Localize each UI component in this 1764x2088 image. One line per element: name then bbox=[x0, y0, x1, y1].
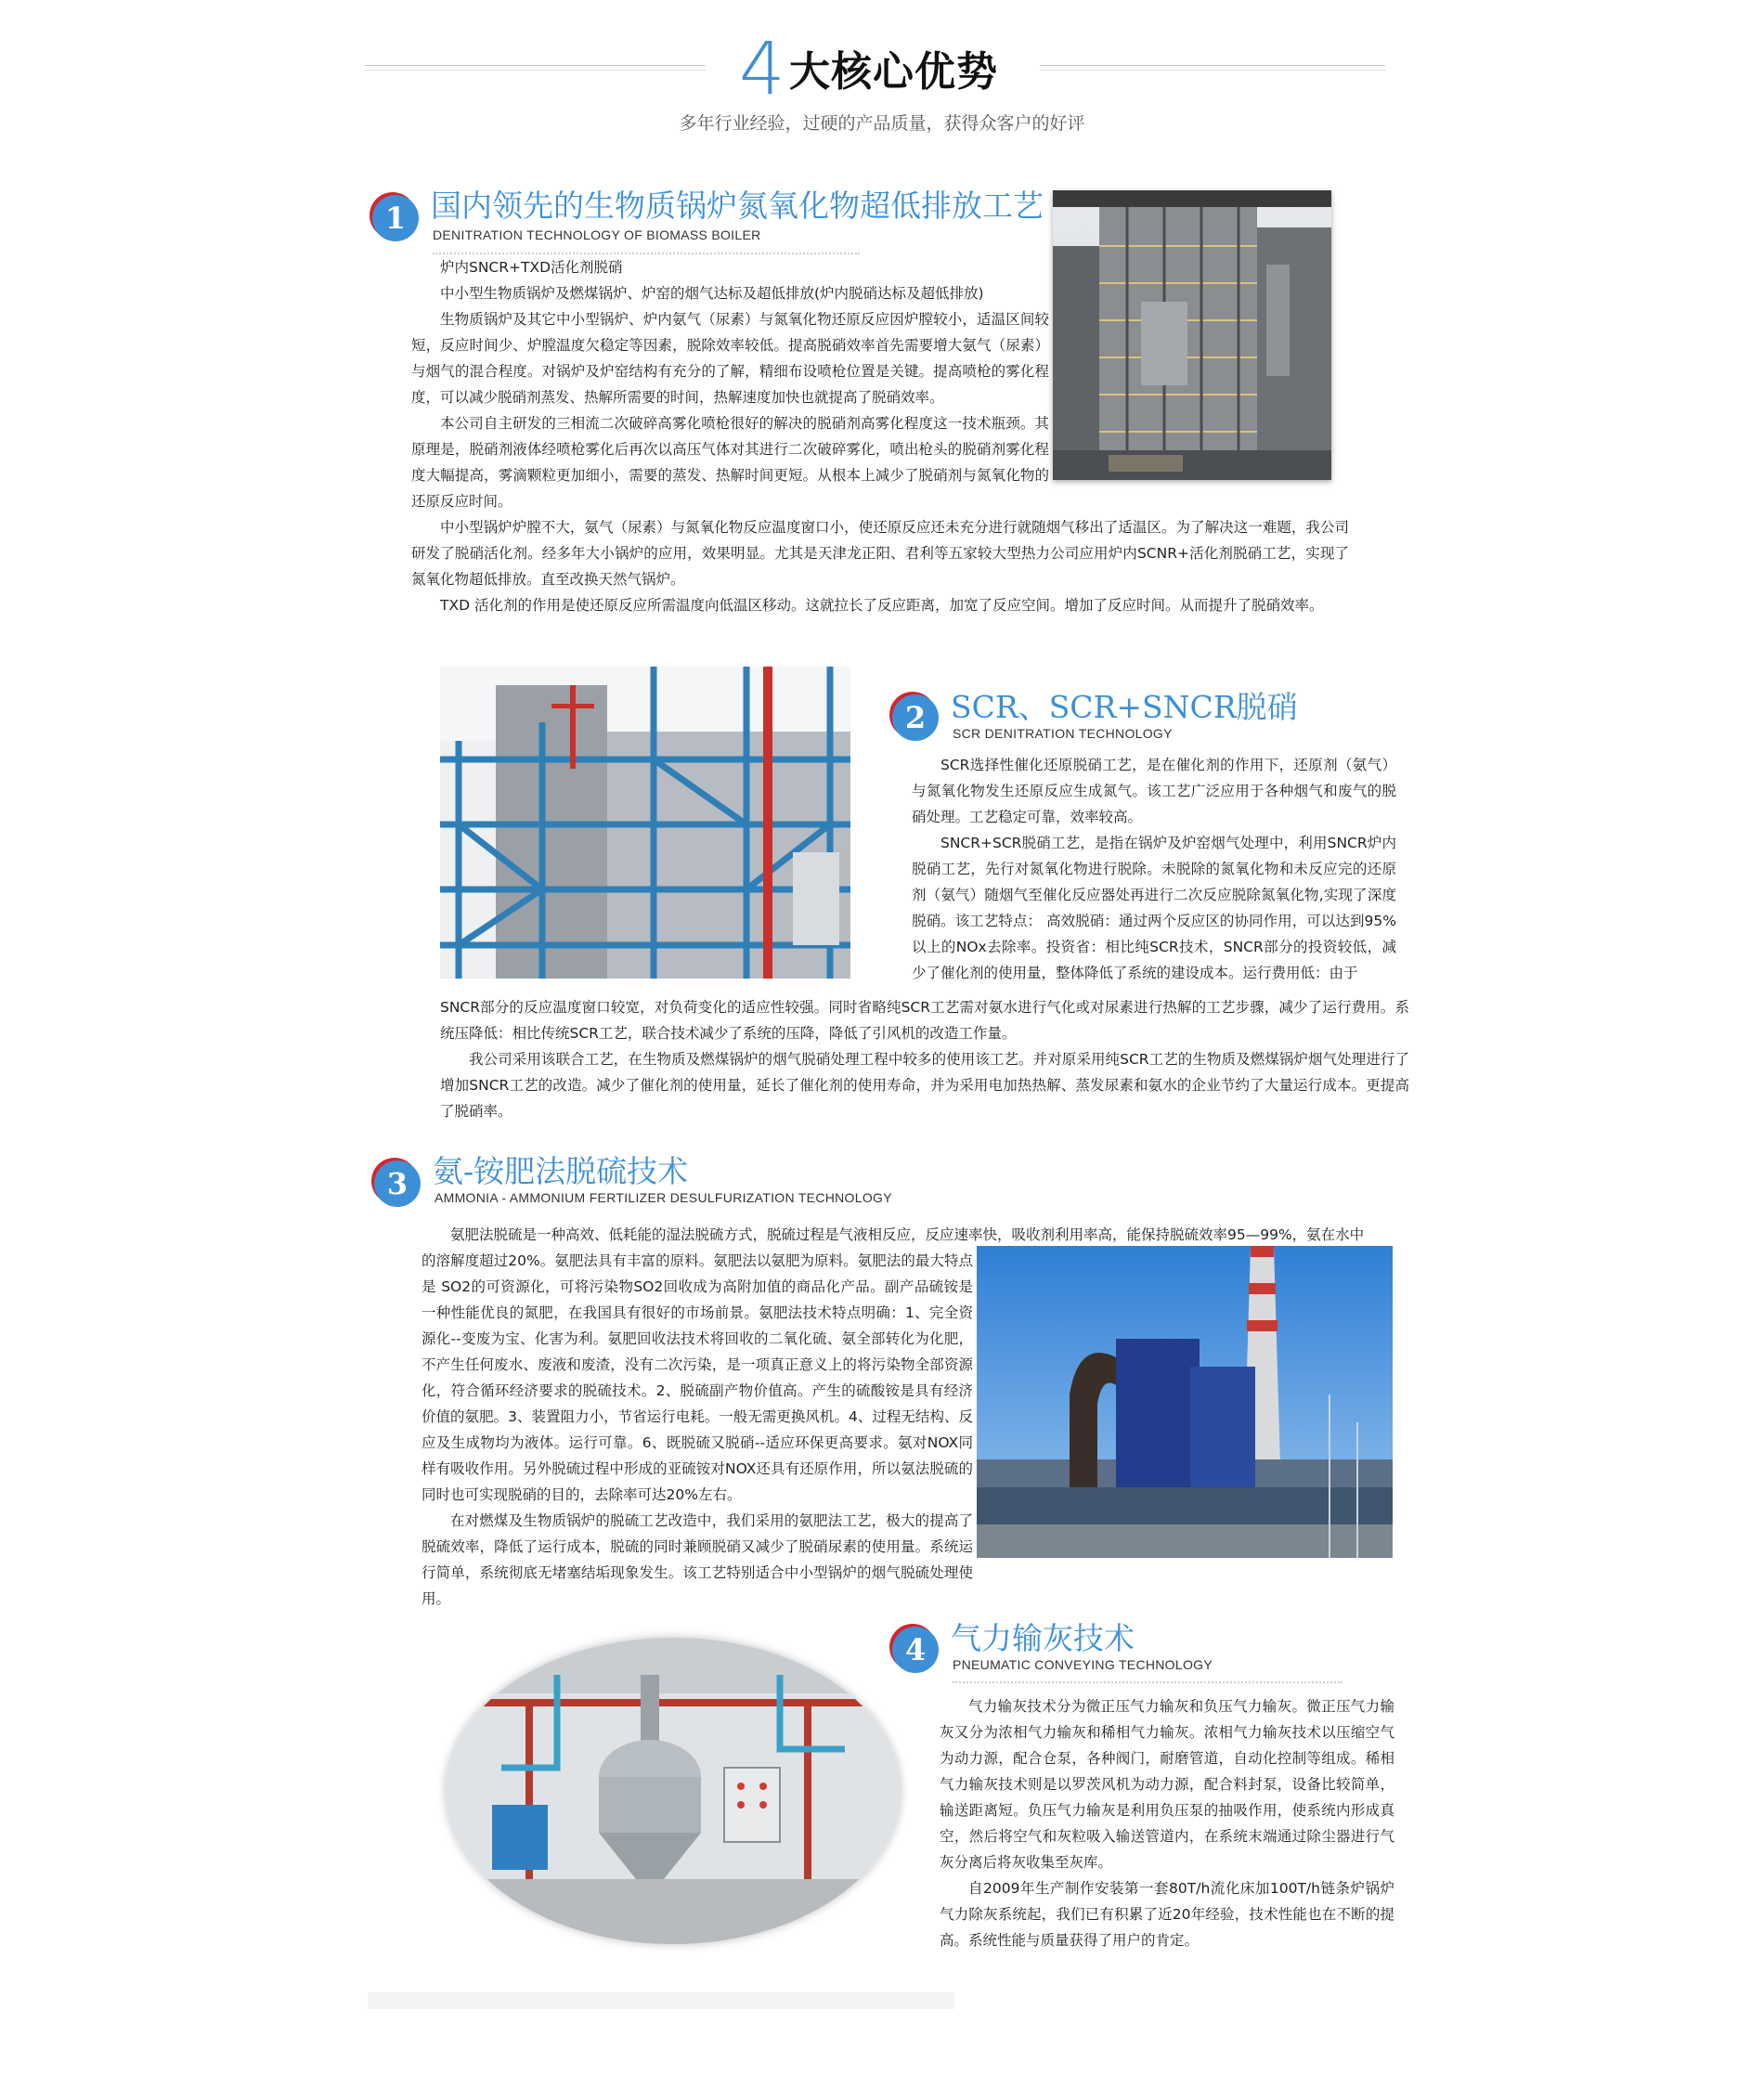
section-2-subtitle: SCR DENITRATION TECHNOLOGY bbox=[953, 726, 1173, 741]
section-3-para: 在对燃煤及生物质锅炉的脱硫工艺改造中，我们采用的氨肥法工艺，极大的提高了脱硫效率，降低了运行成本，脱硫的同时兼顾脱硝又减少了脱硝尿素的使用量。系统运行简单，系统彻底无堵塞结垢现象发生。该工艺特别适合中小型锅炉的烟气脱硫处理使用。 bbox=[422, 1512, 973, 1607]
header-divider-left-top bbox=[364, 65, 706, 66]
desulfurization-tower-photo bbox=[977, 1246, 1393, 1558]
section-3-para: 氨肥法脱硫是一种高效、低耗能的湿法脱硫方式，脱硫过程是气液相反应，反应速率快，吸收剂利用率高，能保持脱硫效率95—99%，氨在水中 bbox=[450, 1226, 1365, 1243]
section-2-text-block-full bbox=[440, 994, 1409, 1124]
section-3-text-left bbox=[422, 1248, 973, 1508]
section-1-para: TXD 活化剂的作用是使还原反应所需温度向低温区移动。这就拉长了反应距离，加宽了反应空间。增加了反应时间。从而提升了脱硝效率。 bbox=[440, 597, 1324, 614]
header-divider-left-bottom bbox=[364, 70, 706, 71]
scr-steel-frame-photo bbox=[440, 667, 850, 979]
section-3-para: 的溶解度超过20%。氨肥法具有丰富的原料。氨肥法以氨肥为原料。氨肥法的最大特点是 SO2的可资源化，可将污染物SO2回收成为高附加值的商品化产品。副产品硫铵是一种性能优良的氮肥，在我国具有很好的市场前景。氨肥法技术特点明确：1、完全资源化--变废为宝、化害为利。氨肥回收法技术将回收的二氧化硫、氨全部转化为化肥，不产生任何废水、废液和废渣，没有二次污染，是一项真正意义上的将污染物全部资源化，符合循环经济要求的脱硫技术。2、脱硫副产物价值高。产生的硫酸铵是具有经济价值的氨肥。3、装置阻力小，节省运行电耗。一般无需更换风机。4、过程无结构、反应及生成物均为液体。运行可靠。6、既脱硫又脱硝--适应环保更高要求。氨对NOX同样有吸收作用。另外脱硫过程中形成的亚硫铵对NOX还具有还原作用，所以氨法脱硫的同时也可实现脱硝的目的，去除率可达20%左右。 bbox=[422, 1252, 973, 1503]
desulfurization-tower-illustration bbox=[977, 1246, 1393, 1558]
page-subtitle: 多年行业经验，过硬的产品质量，获得众客户的好评 bbox=[679, 113, 1085, 134]
boiler-plant-illustration bbox=[1053, 190, 1331, 480]
pneumatic-conveying-photo bbox=[446, 1638, 901, 1944]
section-4-text-block bbox=[940, 1693, 1394, 1953]
section-1-text-block bbox=[411, 254, 1049, 514]
section-1-title: 国内领先的生物质锅炉氮氧化物超低排放工艺 bbox=[431, 188, 1044, 224]
section-4-para: 自2009年生产制作安装第一套80T/h流化床加100T/h链条炉锅炉气力除灰系统起，我们已有积累了近20年经验，技术性能也在不断的提高。系统性能与质量获得了用户的肯定。 bbox=[940, 1880, 1394, 1949]
section-2-para: 我公司采用该联合工艺，在生物质及燃煤锅炉的烟气脱硝处理工程中较多的使用该工艺。并对原采用纯SCR工艺的生物质及燃煤锅炉烟气处理进行了增加SNCR工艺的改造。减少了催化剂的使用量，延长了催化剂的使用寿命，并为采用电加热热解、蒸发尿素和氨水的企业节约了大量运行成本。更提高了脱硝率。 bbox=[440, 1051, 1409, 1120]
section-4-title: 气力输灰技术 bbox=[951, 1620, 1135, 1656]
section-4-para: 气力输灰技术分为微正压气力输灰和负压气力输灰。微正压气力输灰又分为浓相气力输灰和稀相气力输灰。浓相气力输灰技术以压缩空气为动力源，配合仓泵，各种阀门，耐磨管道，自动化控制等组成。稀相气力输灰技术则是以罗茨风机为动力源，配合料封泵，设备比较简单，输送距离短。负压气力输灰是利用负压泵的抽吸作用，使系统内形成真空，然后将空气和灰粒吸入输送管道内，在系统末端通过除尘器进行气灰分离后将灰收集至灰库。 bbox=[940, 1698, 1394, 1871]
header-number: 4 bbox=[739, 28, 785, 111]
section-3-title: 氨-铵肥法脱硫技术 bbox=[433, 1153, 689, 1189]
section-2-text-block-right bbox=[912, 752, 1396, 986]
section-2-title: SCR、SCR+SNCR脱硝 bbox=[951, 689, 1298, 725]
section-2-badge: 2 bbox=[892, 694, 939, 741]
section-3-text-full bbox=[422, 1222, 1387, 1248]
section-2-para: SNCR+SCR脱硝工艺，是指在锅炉及炉窑烟气处理中，利用SNCR炉内脱硝工艺，先行对氮氧化物进行脱除。未脱除的氮氧化物和未反应完的还原剂（氨气）随烟气至催化反应器处再进行二次反应脱除氮氧化物,实现了深度脱硝。该工艺特点： 高效脱硝：通过两个反应区的协同作用，可以达到95%以上的NOx去除率。投资省：相比纯SCR技术，SNCR部分的投资较低，减少了催化剂的使用量，整体降低了系统的建设成本。运行费用低：由于 bbox=[912, 835, 1396, 981]
section-1-text-block-full bbox=[411, 514, 1349, 618]
section-4-divider bbox=[953, 1681, 1342, 1683]
section-1-para: 生物质锅炉及其它中小型锅炉、炉内氨气（尿素）与氮氧化物还原反应因炉膛较小，适温区间较短，反应时间少、炉膛温度欠稳定等因素，脱除效率较低。提高脱硝效率首先需要增大氨气（尿素）与烟气的混合程度。对锅炉及炉窑结构有充分的了解，精细布设喷枪位置是关键。提高喷枪的雾化程度，可以减少脱硝剂蒸发、热解所需要的时间，热解速度加快也就提高了脱硝效率。 bbox=[411, 311, 1049, 406]
section-2-para: SNCR部分的反应温度窗口较宽，对负荷变化的适应性较强。同时省略纯SCR工艺需对氨水进行气化或对尿素进行热解的工艺步骤，减少了运行费用。系统压降低：相比传统SCR工艺，联合技术减少了系统的压降，降低了引风机的改造工作量。 bbox=[440, 999, 1409, 1042]
section-3-badge: 3 bbox=[374, 1161, 421, 1207]
section-4-badge: 4 bbox=[892, 1627, 939, 1673]
section-2-para: SCR选择性催化还原脱硝工艺，是在催化剂的作用下，还原剂（氨气）与氮氧化物发生还原反应生成氮气。该工艺广泛应用于各种烟气和废气的脱硝处理。工艺稳定可靠，效率较高。 bbox=[912, 757, 1396, 825]
section-3-text-last bbox=[422, 1508, 973, 1612]
section-1-para: 中小型生物质锅炉及燃煤锅炉、炉窑的烟气达标及超低排放(炉内脱硝达标及超低排放) bbox=[440, 285, 984, 302]
section-1-para: 炉内SNCR+TXD活化剂脱硝 bbox=[440, 259, 623, 276]
pneumatic-conveying-illustration bbox=[446, 1638, 901, 1944]
page-title: 大核心优势 bbox=[789, 48, 998, 96]
header-divider-right-top bbox=[1040, 65, 1385, 66]
section-1-badge: 1 bbox=[372, 195, 419, 241]
section-1-para: 本公司自主研发的三相流二次破碎高雾化喷枪很好的解决的脱硝剂高雾化程度这一技术瓶颈。其原理是，脱硝剂液体经喷枪雾化后再次以高压气体对其进行二次破碎雾化，喷出枪头的脱硝剂雾化程度大幅提高，雾滴颗粒更加细小，需要的蒸发、热解时间更短。从根本上减少了脱硝剂与氮氧化物的还原反应时间。 bbox=[411, 415, 1049, 510]
header-divider-right-bottom bbox=[1040, 70, 1385, 71]
footer-band bbox=[368, 1992, 954, 2009]
section-3-subtitle: AMMONIA - AMMONIUM FERTILIZER DESULFURIZATION TECHNOLOGY bbox=[435, 1190, 892, 1205]
section-1-subtitle: DENITRATION TECHNOLOGY OF BIOMASS BOILER bbox=[433, 227, 761, 242]
boiler-plant-photo bbox=[1053, 190, 1331, 480]
section-4-subtitle: PNEUMATIC CONVEYING TECHNOLOGY bbox=[953, 1657, 1213, 1672]
scr-steel-frame-illustration bbox=[440, 667, 850, 979]
section-1-para: 中小型锅炉炉膛不大，氨气（尿素）与氮氧化物反应温度窗口小，使还原反应还未充分进行就随烟气移出了适温区。为了解决这一难题，我公司研发了脱硝活化剂。经多年大小锅炉的应用，效果明显。尤其是天津龙正阳、君利等五家较大型热力公司应用炉内SCNR+活化剂脱硝工艺，实现了氮氧化物超低排放。直至改换天然气锅炉。 bbox=[411, 519, 1349, 588]
